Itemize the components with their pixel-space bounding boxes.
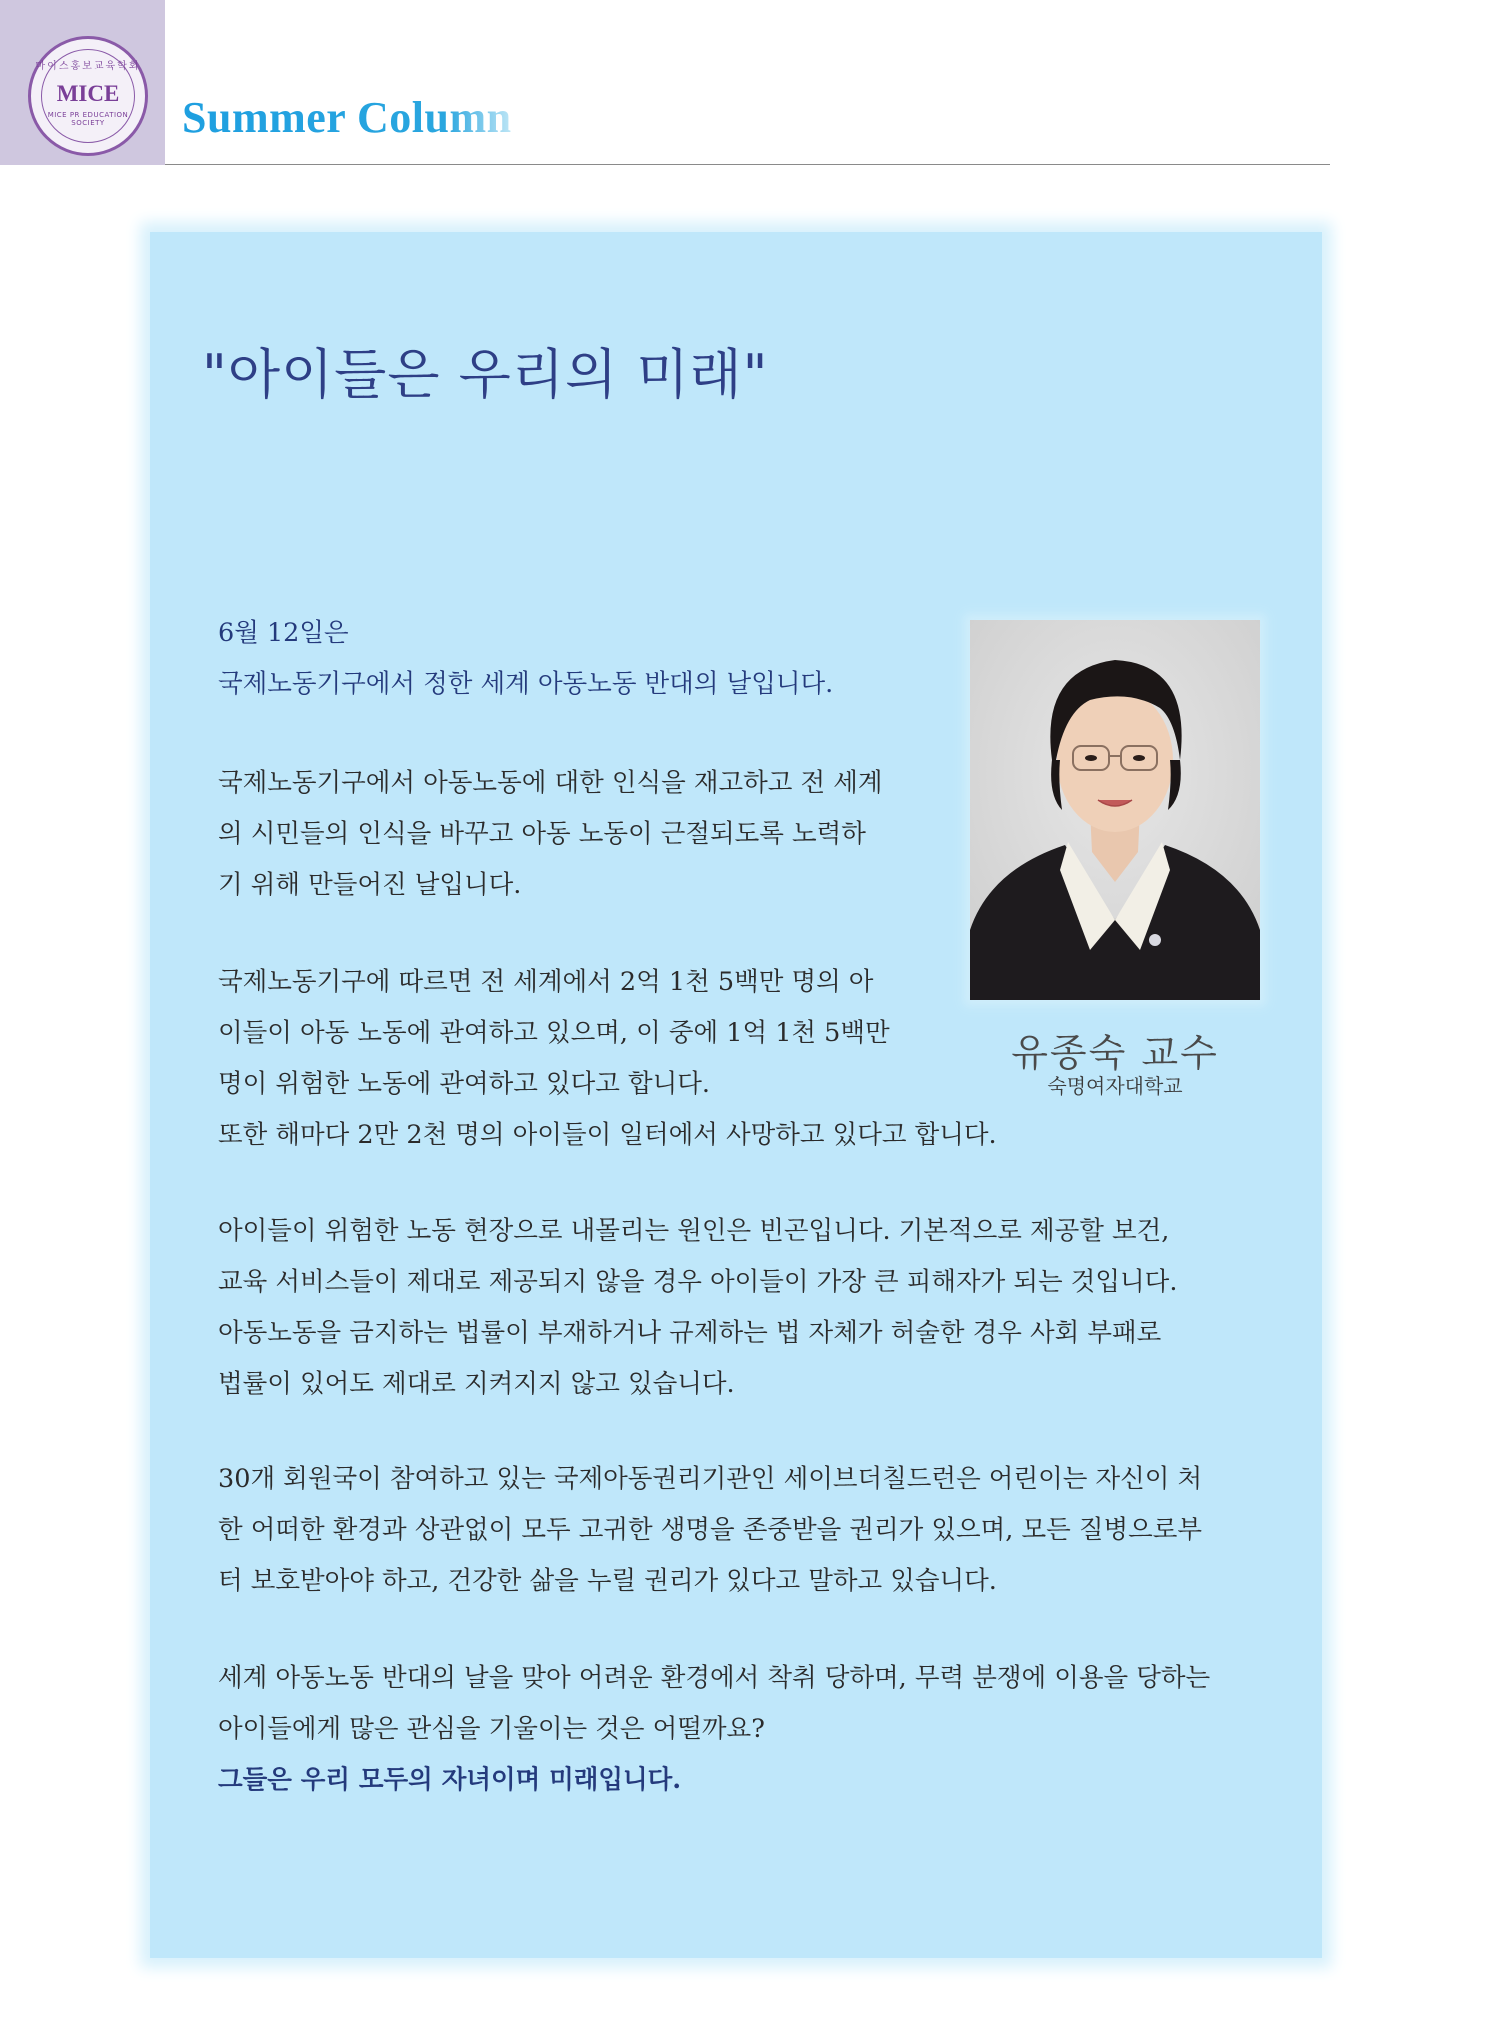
paragraph-line: 세계 아동노동 반대의 날을 맞아 어려운 환경에서 착취 당하며, 무력 분쟁에 이용을 당하는 [218,1663,1211,1693]
paragraph-4 [218,1454,1202,1607]
paragraph-line: 국제노동기구에서 아동노동에 대한 인식을 재고하고 전 세계 [218,768,883,798]
article-headline: "아이들은 우리의 미래" [202,343,769,406]
portrait-illustration [970,620,1260,1000]
logo-text: MICE [56,81,120,106]
author-affiliation: 숙명여자대학교 [1047,1074,1183,1098]
society-logo [28,36,148,156]
paragraph-line: 이들이 아동 노동에 관여하고 있으며, 이 중에 1억 1천 5백만 [218,1018,890,1048]
paragraph-3 [218,1206,1177,1410]
paragraph-2 [218,957,997,1161]
intro-line: 6월 12일은 [218,618,349,648]
author-name: 유종숙 교수 [1011,1031,1219,1075]
header-block [0,0,165,165]
paragraph-line: 기 위해 만들어진 날입니다. [218,870,522,900]
paragraph-line: 교육 서비스들이 제대로 제공되지 않을 경우 아이들이 가장 큰 피해자가 되는 것입니다. [218,1267,1178,1297]
paragraph-line: 국제노동기구에 따르면 전 세계에서 2억 1천 5백만 명의 아 [218,967,874,997]
paragraph-line: 아이들에게 많은 관심을 기울이는 것은 어떨까요? [218,1714,765,1744]
logo-arc-top: 마이스홍보교육학회 [35,61,141,72]
intro-block [218,608,833,710]
intro-line: 국제노동기구에서 정한 세계 아동노동 반대의 날입니다. [218,669,834,699]
closing-line: 그들은 우리 모두의 자녀이며 미래입니다. [218,1765,682,1795]
paragraph-line: 또한 해마다 2만 2천 명의 아이들이 일터에서 사망하고 있다고 합니다. [218,1120,997,1150]
paragraph-5 [218,1653,1210,1806]
paragraph-line: 명이 위험한 노동에 관여하고 있다고 합니다. [218,1069,711,1099]
paragraph-line: 한 어떠한 환경과 상관없이 모두 고귀한 생명을 존중받을 권리가 있으며, 모든 질병으로부 [218,1515,1203,1545]
paragraph-1 [218,758,882,911]
author-portrait [970,620,1260,1000]
paragraph-line: 터 보호받아야 하고, 건강한 삶을 누릴 권리가 있다고 말하고 있습니다. [218,1566,997,1596]
logo-arc-bottom: MICE PR EDUCATION SOCIETY [47,111,129,127]
header-divider [165,164,1330,165]
paragraph-line: 법률이 있어도 제대로 지켜지지 않고 있습니다. [218,1369,735,1399]
paragraph-line: 의 시민들의 인식을 바꾸고 아동 노동이 근절되도록 노력하 [218,819,866,849]
paragraph-line: 아이들이 위험한 노동 현장으로 내몰리는 원인은 빈곤입니다. 기본적으로 제공할 보건, [218,1216,1170,1246]
paragraph-line: 아동노동을 금지하는 법률이 부재하거나 규제하는 법 자체가 허술한 경우 사회 부패로 [218,1318,1162,1348]
paragraph-line: 30개 회원국이 참여하고 있는 국제아동권리기관인 세이브더칠드런은 어린이는 자신이 처 [218,1464,1203,1494]
section-title: Summer Column [182,93,512,142]
